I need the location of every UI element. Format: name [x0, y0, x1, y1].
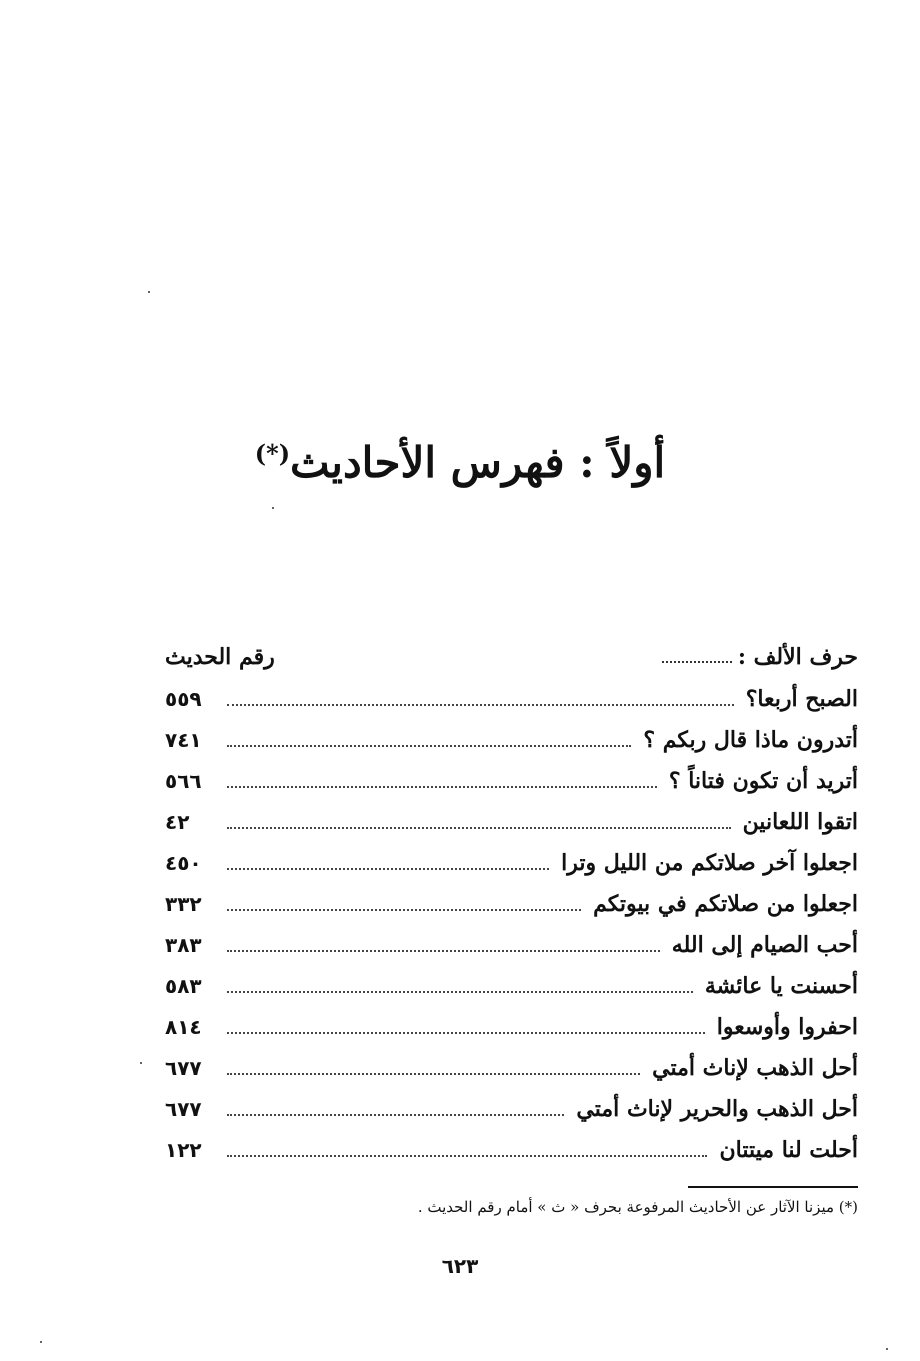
leader-dots: [227, 827, 731, 829]
entry-text: أحسنت يا عائشة: [704, 972, 858, 999]
footnote: (*) ميزنا الآثار عن الأحاديث المرفوعة بحرف « ث » أمام رقم الحديث .: [417, 1198, 858, 1216]
hadith-index-list: [165, 678, 858, 1170]
entry-number: ٤٢: [165, 809, 190, 834]
entry-text: أتريد أن تكون فتاناً ؟: [668, 767, 858, 794]
entry-number: ٤٥٠: [165, 850, 202, 875]
entry-number: ٦٧٧: [165, 1055, 202, 1080]
entry-number: ٧٤١: [165, 727, 202, 752]
leader-dots: [227, 786, 657, 788]
leader-dots: [227, 1155, 707, 1157]
leader-dots: [227, 1114, 564, 1116]
leader-dots: [227, 704, 734, 706]
section-label: حرف الألف :: [737, 644, 858, 670]
scan-speck: [148, 291, 150, 293]
entry-number: ٦٧٧: [165, 1096, 202, 1121]
index-entry: [165, 1129, 858, 1170]
index-entry: [165, 719, 858, 760]
page-title: [0, 426, 920, 491]
entry-text: اجعلوا آخر صلاتكم من الليل وترا: [561, 849, 858, 876]
scan-speck: [40, 1341, 42, 1343]
index-entry: [165, 883, 858, 924]
index-entry: [165, 801, 858, 842]
entry-text: أتدرون ماذا قال ربكم ؟: [643, 726, 858, 753]
entry-number: ٨١٤: [165, 1014, 202, 1039]
entry-number: ٥٥٩: [165, 686, 202, 711]
leader-dots: [227, 745, 631, 747]
leader-dots: [227, 950, 660, 952]
section-label-dots: [662, 661, 732, 663]
footnote-rule: [688, 1186, 858, 1188]
index-entry: [165, 1006, 858, 1047]
entry-text: اجعلوا من صلاتكم في بيوتكم: [593, 890, 858, 917]
leader-dots: [227, 1073, 640, 1075]
title-footnote-marker: (*): [254, 439, 291, 468]
title-text: أولاً : فهرس الأحاديث: [290, 438, 666, 487]
entry-number: ٥٨٣: [165, 973, 202, 998]
entry-text: أحب الصيام إلى الله: [671, 931, 858, 958]
leader-dots: [227, 868, 549, 870]
index-entry: [165, 842, 858, 883]
scan-speck: [140, 1062, 142, 1064]
index-entry: [165, 1088, 858, 1129]
index-entry: [165, 924, 858, 965]
leader-dots: [227, 1032, 705, 1034]
index-header-row: [165, 640, 858, 674]
index-entry: [165, 760, 858, 801]
entry-number: ١٢٢: [165, 1137, 202, 1162]
page-number: ٦٢٣: [441, 1254, 479, 1278]
entry-text: احفروا وأوسعوا: [716, 1013, 858, 1040]
index-entry: [165, 965, 858, 1006]
scan-speck: [272, 507, 274, 509]
leader-dots: [227, 991, 693, 993]
entry-number: ٣٨٣: [165, 932, 202, 957]
entry-number: ٣٣٢: [165, 891, 202, 916]
entry-text: أحل الذهب والحرير لإناث أمتي: [576, 1095, 858, 1122]
entry-number: ٥٦٦: [165, 768, 202, 793]
entry-text: اتقوا اللعانين: [742, 808, 858, 835]
entry-text: أحلت لنا ميتتان: [719, 1136, 858, 1163]
entry-text: أحل الذهب لإناث أمتي: [652, 1054, 858, 1081]
number-column-header: رقم الحديث: [165, 644, 275, 670]
index-entry: [165, 1047, 858, 1088]
scan-speck: [886, 1348, 888, 1350]
index-entry: [165, 678, 858, 719]
leader-dots: [227, 909, 581, 911]
entry-text: الصبح أربعا؟: [745, 685, 858, 712]
